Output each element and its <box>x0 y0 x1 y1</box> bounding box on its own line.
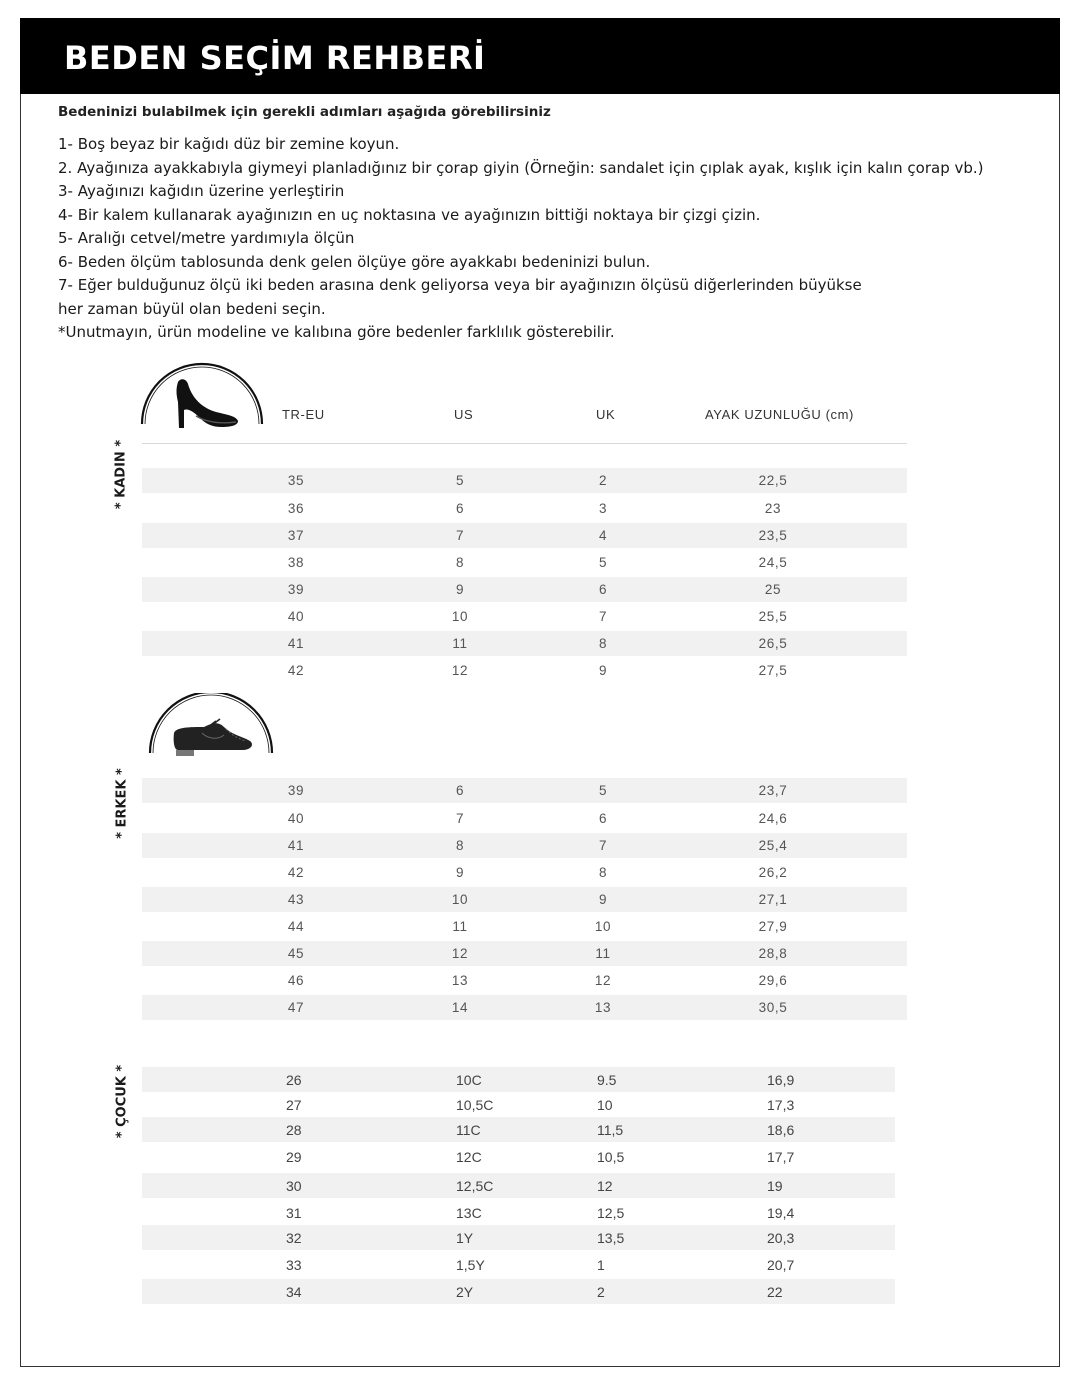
cell-uk: 5 <box>598 555 608 570</box>
table-row <box>142 914 907 939</box>
table-row <box>142 658 907 683</box>
oxford-shoe-icon <box>146 693 276 759</box>
cell-uk: 7 <box>598 609 608 624</box>
cell-foot-length: 27,9 <box>758 919 788 934</box>
cell-foot-length: 19,4 <box>767 1205 795 1221</box>
table-row <box>142 1200 895 1225</box>
table-row <box>142 604 907 629</box>
cell-tr-eu: 37 <box>287 528 305 543</box>
table-row <box>142 631 907 656</box>
step-item: 7- Eğer bulduğunuz ölçü iki beden arasına denk geliyorsa veya bir ayağınızın ölçüsü diğerlerinden büyükse <box>58 276 862 294</box>
cell-uk: 11 <box>595 946 611 961</box>
table-row <box>142 1173 895 1198</box>
cell-foot-length: 27,5 <box>758 663 788 678</box>
cell-uk: 1 <box>597 1257 605 1273</box>
cell-foot-length: 26,2 <box>758 865 788 880</box>
cell-us: 10,5C <box>456 1097 494 1113</box>
cell-uk: 11,5 <box>597 1122 624 1138</box>
cell-foot-length: 25 <box>764 582 782 597</box>
step-item: 6- Beden ölçüm tablosunda denk gelen ölçüye göre ayakkabı bedeninizi bulun. <box>58 252 651 271</box>
cell-foot-length: 16,9 <box>767 1072 795 1088</box>
cell-uk: 12 <box>594 973 612 988</box>
column-header-foot-length: AYAK UZUNLUĞU (cm) <box>705 407 854 422</box>
table-row <box>142 1092 895 1117</box>
cell-foot-length: 29,6 <box>758 973 788 988</box>
step-item: 1- Boş beyaz bir kağıdı düz bir zemine koyun. <box>58 135 400 153</box>
table-row <box>142 496 907 521</box>
cell-uk: 8 <box>598 636 608 651</box>
cell-uk: 7 <box>598 838 608 853</box>
cell-foot-length: 28,8 <box>758 946 788 961</box>
cell-foot-length: 24,6 <box>758 811 788 826</box>
table-row <box>142 577 907 602</box>
table-row <box>142 550 907 575</box>
cell-us: 9 <box>455 865 465 880</box>
cell-tr-eu: 35 <box>287 473 305 488</box>
cell-foot-length: 18,6 <box>767 1122 795 1138</box>
cell-foot-length: 27,1 <box>758 892 788 907</box>
column-header-tr-eu: TR-EU <box>282 407 325 422</box>
table-row <box>142 995 907 1020</box>
cell-uk: 10 <box>597 1097 613 1113</box>
cell-us: 1Y <box>456 1230 474 1246</box>
cell-us: 11 <box>452 919 468 934</box>
cell-tr-eu: 43 <box>287 892 305 907</box>
table-row <box>142 833 907 858</box>
cell-tr-eu: 40 <box>287 609 305 624</box>
cell-us: 14 <box>451 1000 469 1015</box>
cell-foot-length: 17,7 <box>767 1149 795 1165</box>
cell-us: 10 <box>451 892 469 907</box>
table-row <box>142 860 907 885</box>
cell-uk: 9.5 <box>597 1072 617 1088</box>
cell-uk: 4 <box>598 528 608 543</box>
cell-uk: 13 <box>594 1000 612 1015</box>
cell-uk: 9 <box>598 892 608 907</box>
step-item: 3- Ayağınızı kağıdın üzerine yerleştirin <box>58 182 345 200</box>
cell-uk: 9 <box>598 663 608 678</box>
header-bar <box>20 18 1060 94</box>
cell-foot-length: 20,3 <box>767 1230 795 1246</box>
cell-us: 13 <box>451 973 469 988</box>
table-row <box>142 1279 895 1304</box>
cell-tr-eu: 45 <box>287 946 305 961</box>
step-item: 4- Bir kalem kullanarak ayağınızın en uç noktasına ve ayağınızın bittiği noktaya bir çizgi çizin. <box>58 205 761 224</box>
cell-uk: 12,5 <box>597 1205 625 1221</box>
cell-us: 1,5Y <box>456 1257 485 1273</box>
cell-foot-length: 23 <box>764 501 782 516</box>
column-header-uk: UK <box>596 407 616 422</box>
section-label-women: * KADIN * <box>113 439 129 510</box>
cell-tr-eu: 41 <box>287 636 305 651</box>
cell-us: 6 <box>455 783 465 798</box>
cell-tr-eu: 36 <box>287 501 305 516</box>
cell-tr-eu: 42 <box>287 663 305 678</box>
cell-tr-eu: 46 <box>287 973 305 988</box>
header-divider <box>142 443 907 444</box>
cell-uk: 6 <box>598 811 608 826</box>
cell-tr-eu: 28 <box>286 1122 302 1138</box>
cell-uk: 2 <box>597 1284 605 1300</box>
cell-foot-length: 26,5 <box>758 636 788 651</box>
cell-uk: 6 <box>598 582 608 597</box>
table-row <box>142 778 907 803</box>
cell-tr-eu: 40 <box>287 811 305 826</box>
cell-us: 2Y <box>456 1284 474 1300</box>
cell-us: 9 <box>455 582 465 597</box>
cell-us: 7 <box>455 528 465 543</box>
cell-tr-eu: 41 <box>287 838 305 853</box>
cell-us: 13C <box>456 1205 482 1221</box>
cell-tr-eu: 27 <box>286 1097 302 1113</box>
table-row <box>142 941 907 966</box>
cell-tr-eu: 39 <box>287 582 305 597</box>
table-row <box>142 1067 895 1092</box>
cell-foot-length: 23,7 <box>758 783 788 798</box>
cell-tr-eu: 26 <box>286 1072 302 1088</box>
cell-foot-length: 30,5 <box>758 1000 788 1015</box>
cell-uk: 10,5 <box>597 1149 625 1165</box>
cell-us: 6 <box>455 501 465 516</box>
cell-tr-eu: 33 <box>286 1257 302 1273</box>
cell-foot-length: 23,5 <box>758 528 788 543</box>
table-row <box>142 1144 895 1169</box>
column-header-us: US <box>454 407 474 422</box>
cell-us: 8 <box>455 555 465 570</box>
table-row <box>142 968 907 993</box>
cell-us: 12,5C <box>456 1178 494 1194</box>
cell-uk: 3 <box>598 501 608 516</box>
step-item: 2. Ayağınıza ayakkabıyla giymeyi planladığınız bir çorap giyin (Örneğin: sandalet için çıplak ayak, kışlık için kalın çorap vb.) <box>58 158 984 177</box>
cell-tr-eu: 42 <box>287 865 305 880</box>
section-label-children: * ÇOCUK * <box>114 1064 130 1139</box>
step-item: *Unutmayın, ürün modeline ve kalıbına göre bedenler farklılık gösterebilir. <box>58 323 615 341</box>
cell-uk: 2 <box>598 473 608 488</box>
cell-foot-length: 24,5 <box>758 555 788 570</box>
cell-foot-length: 22 <box>767 1284 783 1300</box>
cell-us: 5 <box>455 473 465 488</box>
step-item: 5- Aralığı cetvel/metre yardımıyla ölçün <box>58 229 355 247</box>
size-table-header <box>142 407 907 427</box>
cell-tr-eu: 39 <box>287 783 305 798</box>
cell-us: 8 <box>455 838 465 853</box>
cell-us: 7 <box>455 811 465 826</box>
cell-uk: 5 <box>598 783 608 798</box>
table-row <box>142 806 907 831</box>
instruction-steps <box>58 133 984 345</box>
cell-tr-eu: 47 <box>287 1000 305 1015</box>
cell-us: 10 <box>451 609 469 624</box>
cell-foot-length: 22,5 <box>758 473 788 488</box>
cell-foot-length: 19 <box>767 1178 783 1194</box>
cell-uk: 13,5 <box>597 1230 625 1246</box>
section-label-men: * ERKEK * <box>114 768 130 839</box>
cell-foot-length: 17,3 <box>767 1097 795 1113</box>
cell-tr-eu: 29 <box>286 1149 302 1165</box>
cell-us: 11C <box>456 1122 481 1138</box>
cell-tr-eu: 31 <box>286 1205 302 1221</box>
table-row <box>142 1252 895 1277</box>
table-row <box>142 468 907 493</box>
cell-us: 10C <box>456 1072 482 1088</box>
table-row <box>142 887 907 912</box>
table-row <box>142 1117 895 1142</box>
cell-foot-length: 25,5 <box>758 609 788 624</box>
cell-tr-eu: 34 <box>286 1284 302 1300</box>
cell-us: 11 <box>452 636 468 651</box>
table-row <box>142 1225 895 1250</box>
cell-foot-length: 20,7 <box>767 1257 795 1273</box>
cell-tr-eu: 38 <box>287 555 305 570</box>
cell-tr-eu: 32 <box>286 1230 302 1246</box>
cell-uk: 12 <box>597 1178 613 1194</box>
cell-us: 12 <box>451 663 469 678</box>
page-title: BEDEN SEÇİM REHBERİ <box>64 39 486 77</box>
cell-tr-eu: 44 <box>287 919 305 934</box>
cell-us: 12 <box>451 946 469 961</box>
step-item: her zaman büyül olan bedeni seçin. <box>58 299 326 318</box>
cell-us: 12C <box>456 1149 482 1165</box>
cell-uk: 10 <box>594 919 612 934</box>
cell-uk: 8 <box>598 865 608 880</box>
instructions-subtitle: Bedeninizi bulabilmek için gerekli adımları aşağıda görebilirsiniz <box>58 104 551 120</box>
cell-foot-length: 25,4 <box>758 838 788 853</box>
table-row <box>142 523 907 548</box>
cell-tr-eu: 30 <box>286 1178 302 1194</box>
